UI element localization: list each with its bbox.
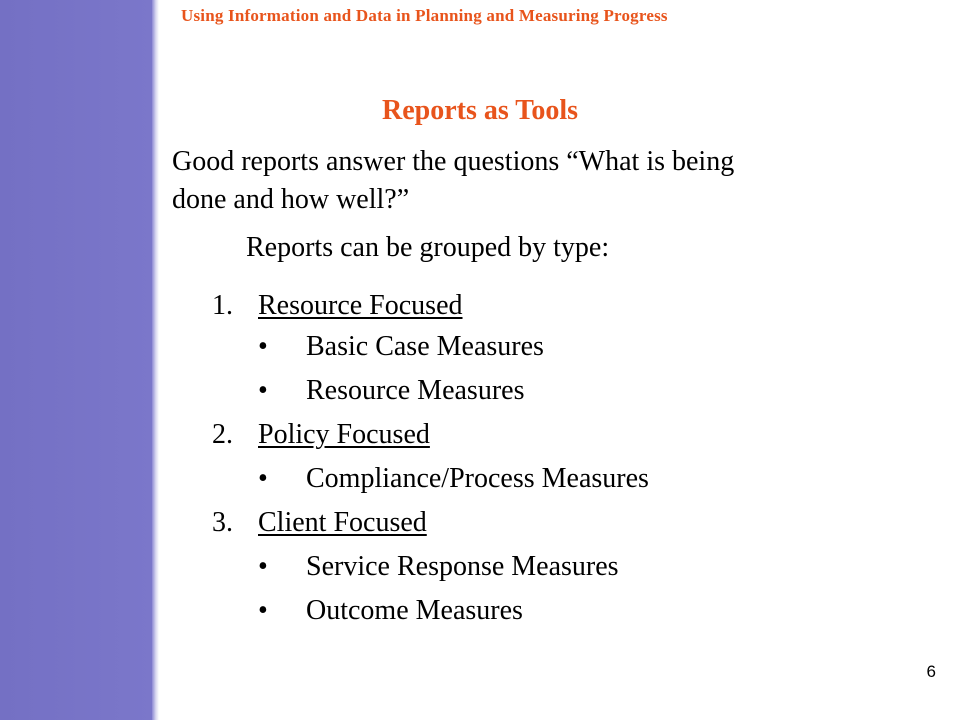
group-number: 2. xyxy=(212,419,233,450)
group-label: Policy Focused xyxy=(258,419,430,450)
page-number: 6 xyxy=(926,662,936,681)
presentation-header: Using Information and Data in Planning and Measuring Progress xyxy=(181,6,668,25)
bullet-icon: • xyxy=(258,595,268,626)
slide-title: Reports as Tools xyxy=(381,95,579,126)
intro-text: Good reports answer the questions “What is being done and how well?” xyxy=(172,146,735,215)
list-item-label: Service Response Measures xyxy=(306,551,619,582)
bullet-icon: • xyxy=(258,551,268,582)
list-item-label: Outcome Measures xyxy=(306,595,523,626)
list-item-label: Basic Case Measures xyxy=(306,331,544,362)
bullet-icon: • xyxy=(258,375,268,406)
bullet-icon: • xyxy=(258,463,268,494)
group-number: 1. xyxy=(212,290,233,321)
side-band-edge xyxy=(152,0,159,720)
list-item-label: Resource Measures xyxy=(306,375,525,406)
group-label: Client Focused xyxy=(258,507,427,538)
group-number: 3. xyxy=(212,507,233,538)
group-label: Resource Focused xyxy=(258,290,463,321)
bullet-icon: • xyxy=(258,331,268,362)
grouping-text: Reports can be grouped by type: xyxy=(246,232,610,263)
side-band-decoration xyxy=(0,0,152,720)
list-item-label: Compliance/Process Measures xyxy=(306,463,649,494)
